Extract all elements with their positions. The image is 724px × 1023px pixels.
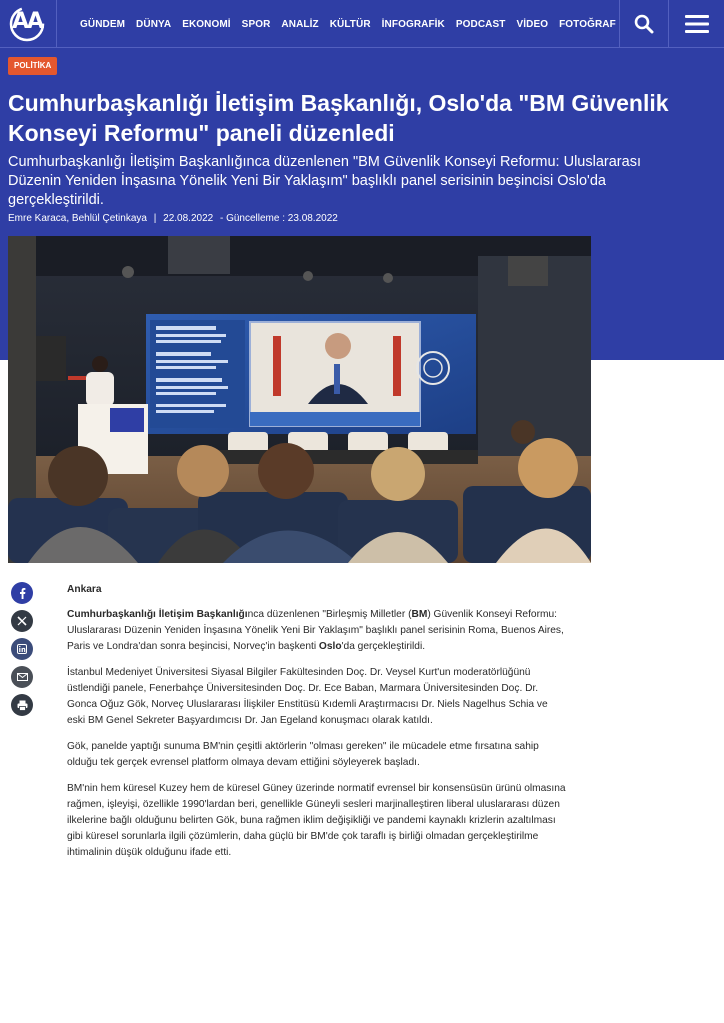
- nav-divider: [56, 0, 57, 48]
- top-navigation-bar: [0, 0, 724, 48]
- byline-separator: |: [153, 213, 157, 224]
- main-nav: [80, 0, 627, 48]
- linkedin-icon: [17, 644, 27, 654]
- nav-item-podcast[interactable]: PODCAST: [455, 18, 506, 30]
- text-span: 'da gerçekleştirildi.: [341, 641, 426, 652]
- hamburger-menu-icon: [685, 15, 709, 33]
- nav-item-analiz[interactable]: ANALİZ: [281, 18, 319, 30]
- article-headline: Cumhurbaşkanlığı İletişim Başkanlığı, Oslo'da "BM Güvenlik Konseyi Reformu" paneli düzenledi: [8, 90, 669, 146]
- text-span: nca düzenlenen "Birleşmiş Milletler (: [247, 609, 412, 620]
- print-icon: [17, 700, 28, 711]
- byline: [8, 213, 342, 224]
- facebook-icon: [17, 587, 27, 599]
- logo-text: AA: [11, 9, 43, 34]
- nav-item-infografik[interactable]: İNFOGRAFİK: [381, 18, 445, 30]
- share-x-button[interactable]: [11, 610, 33, 632]
- nav-item-fotograf[interactable]: FOTOĞRAF: [559, 18, 616, 30]
- bold-term: BM: [411, 609, 428, 620]
- category-badge[interactable]: POLİTİKA: [8, 57, 57, 75]
- dateline: Ankara: [67, 584, 102, 595]
- article-body: [67, 582, 567, 871]
- nav-item-dunya[interactable]: DÜNYA: [136, 18, 172, 30]
- article-paragraph: İstanbul Medeniyet Üniversitesi Siyasal Bilgiler Fakültesinden Doç. Dr. Veysel Kurt'un moderatörlüğünü üstlendiği panele, Fenerbahçe Üniversitesinden Doç. Dr. Ece Baban, Marmara Üniversitesinden Doç. Dr. Gonca Oğuz Gök, Norveç Uluslararası İlişkiler Enstitüsü Kıdemli Araştırmacısı Dr. Niels Nagelhus Schia ve eski BM Genel Sekreter Başyardımcısı Dr. Jan Egeland konuşmacı olarak katıldı.: [67, 667, 548, 726]
- article-paragraph: Gök, panelde yaptığı sunuma BM'nin çeşitli aktörlerin "olması gereken" ile mücadele etme fırsatına sahip olduğu tek gerçek evrensel platform olmaya devam ettiğini söyleyerek başladı.: [67, 741, 539, 768]
- search-icon: [634, 14, 654, 34]
- nav-item-kultur[interactable]: KÜLTÜR: [329, 18, 371, 30]
- bold-term: Cumhurbaşkanlığı İletişim Başkanlığı: [67, 609, 248, 620]
- email-icon: [17, 673, 28, 681]
- search-button[interactable]: [620, 0, 668, 48]
- nav-item-spor[interactable]: SPOR: [241, 18, 271, 30]
- print-button[interactable]: [11, 694, 33, 716]
- bold-term: Oslo: [318, 641, 342, 652]
- article-paragraph: [67, 607, 567, 655]
- article-photo[interactable]: [8, 236, 591, 563]
- article-summary: Cumhurbaşkanlığı İletişim Başkanlığınca düzenlenen "BM Güvenlik Konseyi Reformu: Uluslararası Düzenin Yeniden İnşasına Yönelik Yeni Bir Yaklaşım" başlıklı panel serisinin beşincisi Oslo'da gerçekleştirildi.: [8, 154, 641, 208]
- update-date: - Güncelleme : 23.08.2022: [219, 213, 338, 224]
- authors: Emre Karaca, Behlül Çetinkaya: [8, 213, 147, 224]
- text-span: ) Güvenlik Konseyi Reformu: Uluslararası Düzenin Yeniden İnşasına Yönelik Yeni Bir Yaklaşım" başlıklı panel serisinin Roma, Buenos Aires, Paris ve Londra'dan sonra beşincisi, Norveç'in başkenti: [67, 609, 564, 652]
- share-linkedin-button[interactable]: [11, 638, 33, 660]
- x-icon: [17, 616, 27, 626]
- nav-item-video[interactable]: VİDEO: [516, 18, 549, 30]
- share-facebook-button[interactable]: [11, 582, 33, 604]
- article-paragraph: BM'nin hem küresel Kuzey hem de küresel Güney üzerinde normatif evrensel bir konsensüsün ürünü olmasına rağmen, işleyişi, özellikle 1990'lardan beri, genellikle Güneyli sesleri marjinalleştiren liberal uluslararası düzen ilkelerine bağlı olduğunu belirten Gök, buna rağmen iklim değişikliği ve pandemi kaynaklı krizlerin azaltılması gibi küresel sorunlarla ilgili çözümlerin, daha güçlü bir BM'de çok taraflı iş birliği olmadan gerçekleştirilme ihtimalinin düşük olduğunu ifade etti.: [67, 783, 566, 858]
- publish-date: 22.08.2022: [163, 213, 214, 224]
- menu-button[interactable]: [669, 0, 724, 48]
- nav-item-ekonomi[interactable]: EKONOMİ: [182, 18, 231, 30]
- share-email-button[interactable]: [11, 666, 33, 688]
- nav-item-gundem[interactable]: GÜNDEM: [80, 18, 126, 30]
